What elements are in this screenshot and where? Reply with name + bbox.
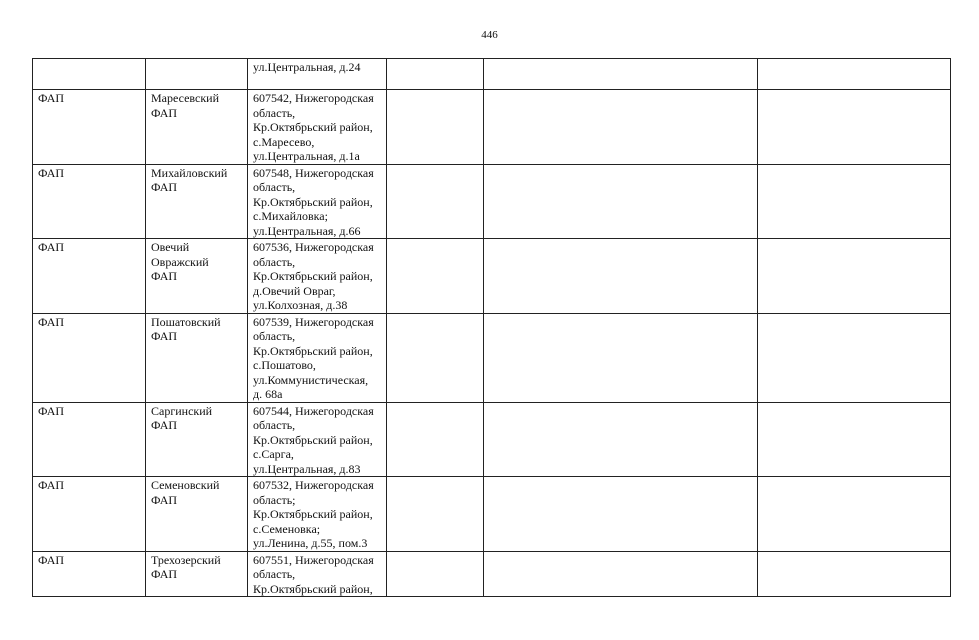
table-row (33, 164, 951, 239)
facility-address-cell: 607532, Нижегородская область; Кр.Октябрьский район, с.Семеновка; ул.Ленина, д.55, пом.3 (248, 477, 387, 552)
facility-address-cell: 607548, Нижегородская область, Кр.Октябрьский район, с.Михайловка; ул.Центральная, д.66 (248, 164, 387, 239)
facility-type-cell: ФАП (33, 551, 146, 597)
table-row (33, 477, 951, 552)
empty-cell (758, 313, 951, 402)
empty-cell (387, 551, 484, 597)
empty-cell (484, 239, 758, 314)
facility-name-cell: Маресевский ФАП (146, 90, 248, 165)
facility-type-cell: ФАП (33, 313, 146, 402)
table-row (33, 239, 951, 314)
table-row (33, 313, 951, 402)
empty-cell (484, 90, 758, 165)
empty-cell (387, 164, 484, 239)
facility-type-cell: ФАП (33, 477, 146, 552)
facility-type-cell (33, 59, 146, 90)
facility-address-cell: 607542, Нижегородская область, Кр.Октябрьский район, с.Маресево, ул.Центральная, д.1а (248, 90, 387, 165)
facility-type-cell: ФАП (33, 90, 146, 165)
facility-name-cell: Трехозерский ФАП (146, 551, 248, 597)
facility-address-cell: 607536, Нижегородская область, Кр.Октябрьский район, д.Овечий Овраг, ул.Колхозная, д.38 (248, 239, 387, 314)
empty-cell (758, 59, 951, 90)
facility-address-cell: ул.Центральная, д.24 (248, 59, 387, 90)
facility-registry-table (32, 58, 951, 597)
empty-cell (758, 90, 951, 165)
empty-cell (484, 551, 758, 597)
facility-type-cell: ФАП (33, 239, 146, 314)
facility-name-cell: Саргинский ФАП (146, 402, 248, 477)
empty-cell (484, 477, 758, 552)
page-number: 446 (481, 29, 498, 41)
table-row (33, 90, 951, 165)
table-row (33, 59, 951, 90)
facility-name-cell: Семеновский ФАП (146, 477, 248, 552)
empty-cell (758, 239, 951, 314)
facility-address-cell: 607544, Нижегородская область, Кр.Октябрьский район, с.Сарга, ул.Центральная, д.83 (248, 402, 387, 477)
empty-cell (484, 164, 758, 239)
facility-address-cell: 607551, Нижегородская область, Кр.Октябрьский район, (248, 551, 387, 597)
empty-cell (387, 313, 484, 402)
empty-cell (758, 477, 951, 552)
facility-name-cell: Пошатовский ФАП (146, 313, 248, 402)
table-row (33, 551, 951, 597)
empty-cell (387, 477, 484, 552)
facility-type-cell: ФАП (33, 402, 146, 477)
facility-name-cell: Михайловский ФАП (146, 164, 248, 239)
empty-cell (387, 402, 484, 477)
empty-cell (484, 313, 758, 402)
empty-cell (387, 239, 484, 314)
facility-type-cell: ФАП (33, 164, 146, 239)
empty-cell (387, 90, 484, 165)
empty-cell (387, 59, 484, 90)
empty-cell (758, 164, 951, 239)
empty-cell (758, 551, 951, 597)
empty-cell (484, 59, 758, 90)
empty-cell (484, 402, 758, 477)
empty-cell (758, 402, 951, 477)
facility-name-cell: Овечий Овражский ФАП (146, 239, 248, 314)
facility-name-cell (146, 59, 248, 90)
table-row (33, 402, 951, 477)
facility-address-cell: 607539, Нижегородская область, Кр.Октябрьский район, с.Пошатово, ул.Коммунистическая, д. 68а (248, 313, 387, 402)
